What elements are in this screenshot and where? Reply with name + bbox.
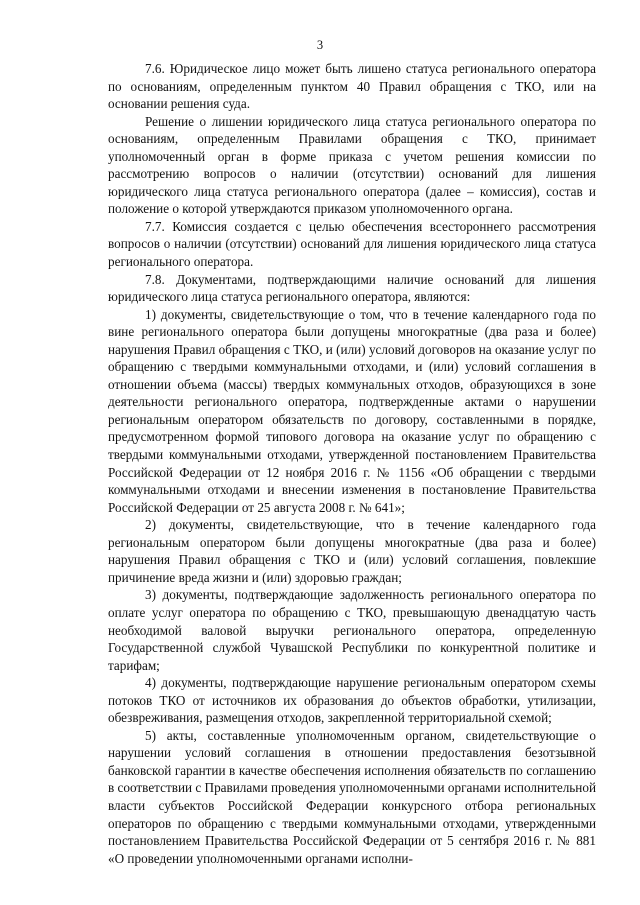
paragraph-7-8: 7.8. Документами, подтверждающими наличие оснований для лишения юридического лица статуса регионального оператора, являются: bbox=[108, 271, 596, 305]
list-item-4: 4) документы, подтверждающие нарушение региональным оператором схемы потоков ТКО от источников их образования до объектов обработки, утилизации, обезвреживания, размещения отходов, закрепленной территориальной схемой; bbox=[108, 675, 596, 726]
list-item-2: 2) документы, свидетельствующие, что в течение календарного года региональным оператором были допущены многократные (два раза и более) нарушения Правил обращения с ТКО и (или) условий соглашения, повлекшие причинение вреда жизни и (или) здоровью граждан; bbox=[108, 517, 596, 585]
page-number: 3 bbox=[316, 38, 324, 52]
paragraph-decision: Решение о лишении юридического лица статуса регионального оператора по основаниям, определенным Правилами обращения с ТКО, принимает уполномоченный орган в форме приказа с учетом решения комиссии по рассмотрению вопросов о наличии (отсутствии) оснований для лишения юридического лица статуса регионального оператора (далее – комиссия), состав и положение о которой утверждаются приказом уполномоченного органа. bbox=[108, 113, 596, 217]
paragraph-7-6: 7.6. Юридическое лицо может быть лишено статуса регионального оператора по основаниям, определенным пунктом 40 Правил обращения с ТКО, или на основании решения суда. bbox=[108, 61, 596, 112]
list-item-1: 1) документы, свидетельствующие о том, что в течение календарного года по вине регионального оператора были допущены многократные (два раза и более) нарушения Правил обращения с ТКО, и (или) условий договоров на оказание услуг по обращению с твердыми коммунальными отходами, и (или) условий соглашения в отношении объема (массы) твердых коммунальных отходов, образующихся в зоне деятельности регионального оператора, подтвержденные актами о нарушении региональным оператором обязательств по договору, составленными в порядке, предусмотренном формой типового договора на оказание услуг по обращению с твердыми коммунальными отходами, утвержденной постановлением Правительства Российской Федерации от 12 ноября 2016 г. № 1156 «Об обращении с твердыми коммунальными отходами и внесении изменения в постановление Правительства Российской Федерации от 25 августа 2008 г. № 641»; bbox=[108, 306, 596, 515]
list-item-5: 5) акты, составленные уполномоченным органом, свидетельствующие о нарушении условий соглашения в отношении предоставления безотзывной банковской гарантии в качестве обеспечения исполнения обязательств по соглашению в соответствии с Правилами проведения уполномоченными органами исполнительной власти субъектов Российской Федерации конкурсного отбора региональных операторов по обращению с твердыми коммунальными отходами, утвержденными постановлением Правительства Российской Федерации от 5 сентября 2016 г. № 881 «О проведении уполномоченными органами исполни- bbox=[108, 727, 596, 866]
paragraph-7-7: 7.7. Комиссия создается с целью обеспечения всестороннего рассмотрения вопросов о наличии (отсутствии) оснований для лишения юридического лица статуса регионального оператора. bbox=[108, 218, 596, 270]
list-item-3: 3) документы, подтверждающие задолженность регионального оператора по оплате услуг оператора по обращению с ТКО, превышающую двенадцатую часть необходимой валовой выручки регионального оператора, определенную Государственной службой Чувашской Республики по конкурентной политике и тарифам; bbox=[108, 587, 596, 673]
document-body bbox=[108, 60, 596, 867]
